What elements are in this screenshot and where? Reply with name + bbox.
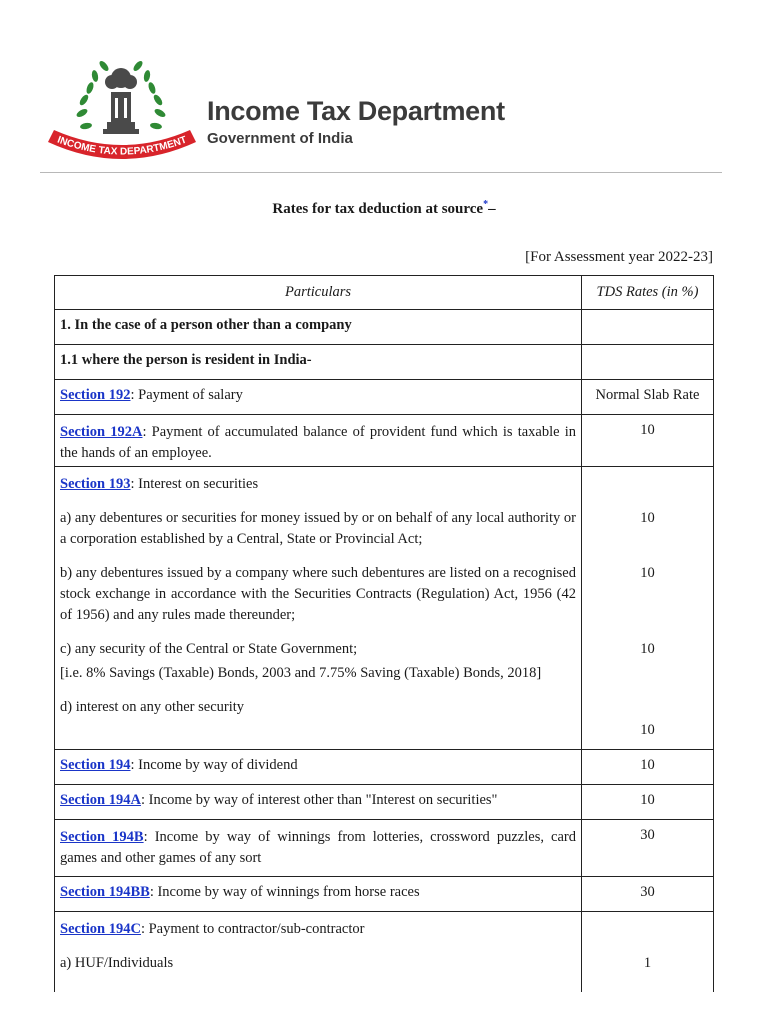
table-row [55,912,714,992]
row-rate: 10 [582,415,714,467]
table-row [55,877,714,912]
row-particulars: Section 192A: Payment of accumulated balance of provident fund which is taxable in the hands of an employee. [55,415,582,467]
section-194a-link[interactable]: Section 194A [60,792,141,808]
row-rate: 30 [582,820,714,877]
clause-a-rate: 10 [640,510,655,526]
assessment-year: [For Assessment year 2022-23] [525,249,713,265]
table-row [55,820,714,877]
table-row [55,345,714,380]
income-tax-department-logo [40,48,204,170]
clause-b-rate: 10 [640,565,655,581]
header-tds-rates: TDS Rates (in %) [582,276,714,310]
row-particulars: 1.1 where the person is resident in India- [55,345,582,380]
clause-d: d) interest on any other security [60,699,245,715]
department-title: Income Tax Department [207,96,505,126]
table-header-row [55,276,714,310]
row-rate: 30 [582,877,714,912]
section-194b-link[interactable]: Section 194B [60,829,144,845]
table-row [55,380,714,415]
row-particulars: Section 194A: Income by way of interest other than "Interest on securities" [55,785,582,820]
table-row [55,785,714,820]
clause-d-rate: 10 [640,722,655,738]
page-header [0,0,768,175]
row-rate: Normal Slab Rate [582,380,714,415]
row-particulars: Section 194: Income by way of dividend [55,750,582,785]
row-particulars: 1. In the case of a person other than a company [55,310,582,345]
section-194c-link[interactable]: Section 194C [60,921,141,937]
table-row [55,467,714,750]
svg-text:INCOME TAX DEPARTMENT: INCOME TAX DEPARTMENT [55,134,189,158]
section-194-link[interactable]: Section 194 [60,757,131,773]
row-rate [582,467,714,750]
row-rate [582,912,714,992]
clause-c-rate: 10 [640,641,655,657]
row-rate: 10 [582,750,714,785]
document-title: Rates for tax deduction at source*– [272,199,496,217]
table-row [55,750,714,785]
section-192-link[interactable]: Section 192 [60,387,131,403]
table-row [55,310,714,345]
clause-a: a) HUF/Individuals [60,955,174,971]
clause-b: b) any debentures issued by a company where such debentures are listed on a recognised stock exchange in accordance with the Securities Contracts (Regulation) Act, 1956 (42 of 1956) and any rules made thereunder; [60,565,576,623]
clause-c: c) any security of the Central or State Government; [60,641,358,657]
clause-c-note: [i.e. 8% Savings (Taxable) Bonds, 2003 and 7.75% Saving (Taxable) Bonds, 2018] [60,665,542,681]
section-192a-link[interactable]: Section 192A [60,424,143,440]
footnote-link[interactable]: * [483,199,489,210]
clause-a: a) any debentures or securities for money issued by or on behalf of any local authority or a corporation established by a Central, State or Provincial Act; [60,510,576,547]
row-particulars: Section 194B: Income by way of winnings from lotteries, crossword puzzles, card games and other games of any sort [55,820,582,877]
row-rate [582,310,714,345]
table-row [55,415,714,467]
section-194bb-link[interactable]: Section 194BB [60,884,150,900]
row-particulars: Section 194BB: Income by way of winnings from horse races [55,877,582,912]
header-particulars: Particulars [55,276,582,310]
row-particulars: Section 192: Payment of salary [55,380,582,415]
tds-rates-table [54,275,714,992]
row-particulars: Section 193: Interest on securities a) any debentures or securities for money issued by or on behalf of any local authority or a corporation established by a Central, State or Provincial Act; b) any debentures issued by a company where such debentures are listed on a recognised stock exchange in accordance with the Securities Contracts (Regulation) Act, 1956 (42 of 1956) and any rules made thereunder; c) any security of the Central or State Government; [i.e. 8% Savings (Taxable) Bonds, 2003 and 7.75% Saving (Taxable) Bonds, 2018] d) interest on any other security [55,467,582,750]
row-rate [582,345,714,380]
clause-a-rate: 1 [643,955,652,971]
header-divider [40,172,722,173]
department-subtitle: Government of India [207,130,353,147]
section-193-link[interactable]: Section 193 [60,476,131,492]
row-particulars: Section 194C: Payment to contractor/sub-contractor a) HUF/Individuals [55,912,582,992]
row-rate: 10 [582,785,714,820]
